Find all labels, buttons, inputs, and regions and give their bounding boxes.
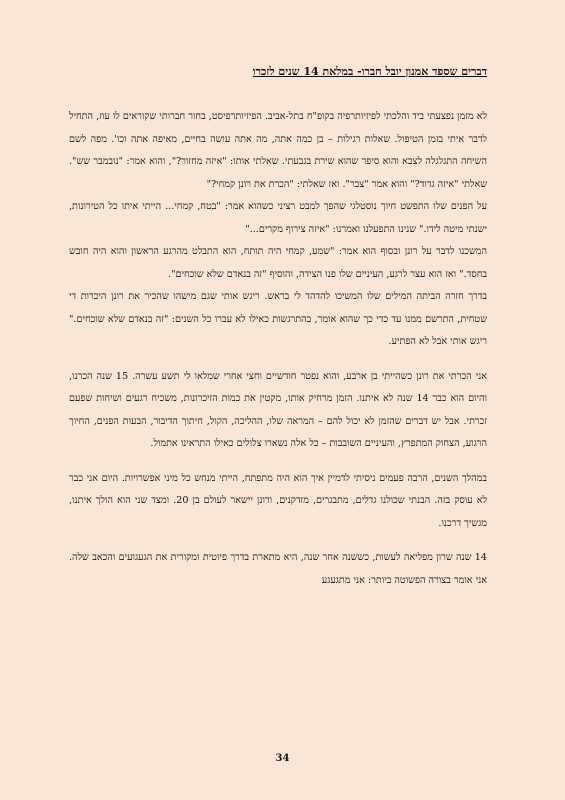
paragraph: 14 שנה שרון מפליאה לעשות, כששנה אחר שנה, היא מתארת בדרך פיוטית ומקורית את הגעגועים והכאב שלה. אני אומר בצורה הפשוטה ביותר: אני מתגעגע [69,552,487,586]
paragraph: לא מזמן נפצעתי ביד והלכתי לפיזיותרפיה בקופ"ח בתל-אביב. הפיזיותרפיסט, בחור חברותי שקוראים לו עוז, התחיל לדבר איתי בזמן הטיפול. שאלות רגילות – בן כמה אתה, מה אתה עושה בחיים, מאיפה אתה וכו'. מפה לשם השיחה התגלגלה לצבא והוא סיפר שהוא שירת בגבעתי. שאלתי אותו: "איזה מחזור?", והוא אמר: "נובמבר שש". שאלתי "איזה גדוד?" והוא אמר "צבר". ואז שאלתי: "הכרת את רונן קמחי?" [69,111,487,190]
paragraph: בדרך חזרה הביתה המילים שלו המשיכו להדהד לי בראש. ריגש אותי שגם מישהו שהכיר את רונן היכרות די שטחית, התרשם ממנו עד כדי כך שהוא אומר, בהתרגשות כאילו לא עברו כל השנים: "זה בנאדם שלא שוכחים." ריגש אותי אבל לא הפתיע. [69,291,487,347]
document-body [69,106,487,592]
paragraph: במהלך השנים, הרבה פעמים ניסיתי לדמיין איך הוא היה מתפתח, הייתי מנחש כל מיני אפשרויות. היום אני כבר לא עוסק בזה. הבנתי שכולנו גדלים, מתבגרים, מזדקנים, ורונן יישאר לעולם בן 20. ומצד שני הוא הולך איתנו, מגשיך דרכנו. [69,472,487,529]
page-number: 34 [275,753,290,764]
paragraph: אני הכרתי את רונן כשהייתי בן ארבע, והוא נפטר חודשיים וחצי אחרי שמלאו לי תשע עשרה. 15 שנה הכרנו, והיום הוא כבר 14 שנה לא איתנו. הזמן מרחיק אותו, מקטין את כמות הזיכרונות, משכיח רגעים ושיחות שפעם זכרתי. אבל יש דברים שהזמן לא יכול להם – המראה שלו, ההליכה, הקול, חיתוך הדיבור, הבעות הפנים, החיוך הרגוע, הצחוק המתפרץ, והעיניים השובבות – כל אלה נשארו צלולים כאילו התראינו אתמול. [69,370,488,449]
paragraph: על הפנים שלו התפשט חיוך נוסטלגי שהפך למבט רציני כשהוא אמר: "בטח, קמחי... הייתי איתו כל הטירונות, ישנתי מיטה לידו." שנינו התפעלנו ואמרנו: "איזה צירוף מקרים..." [69,201,487,235]
document-title: דברים שספד אמנון יובל חברו- במלאת 14 שנים לזכרו [252,65,487,78]
paragraph: המשכנו לדבר על רונן ובסוף הוא אמר: "שמע, קמחי היה תותח, הוא התבלט מהרגע הראשון והוא היה חובש בחסד." ואז הוא עצר לרגע, העיניים שלו פנו הצידה, והוסיף "זה בנאדם שלא שוכחים". [69,246,487,280]
